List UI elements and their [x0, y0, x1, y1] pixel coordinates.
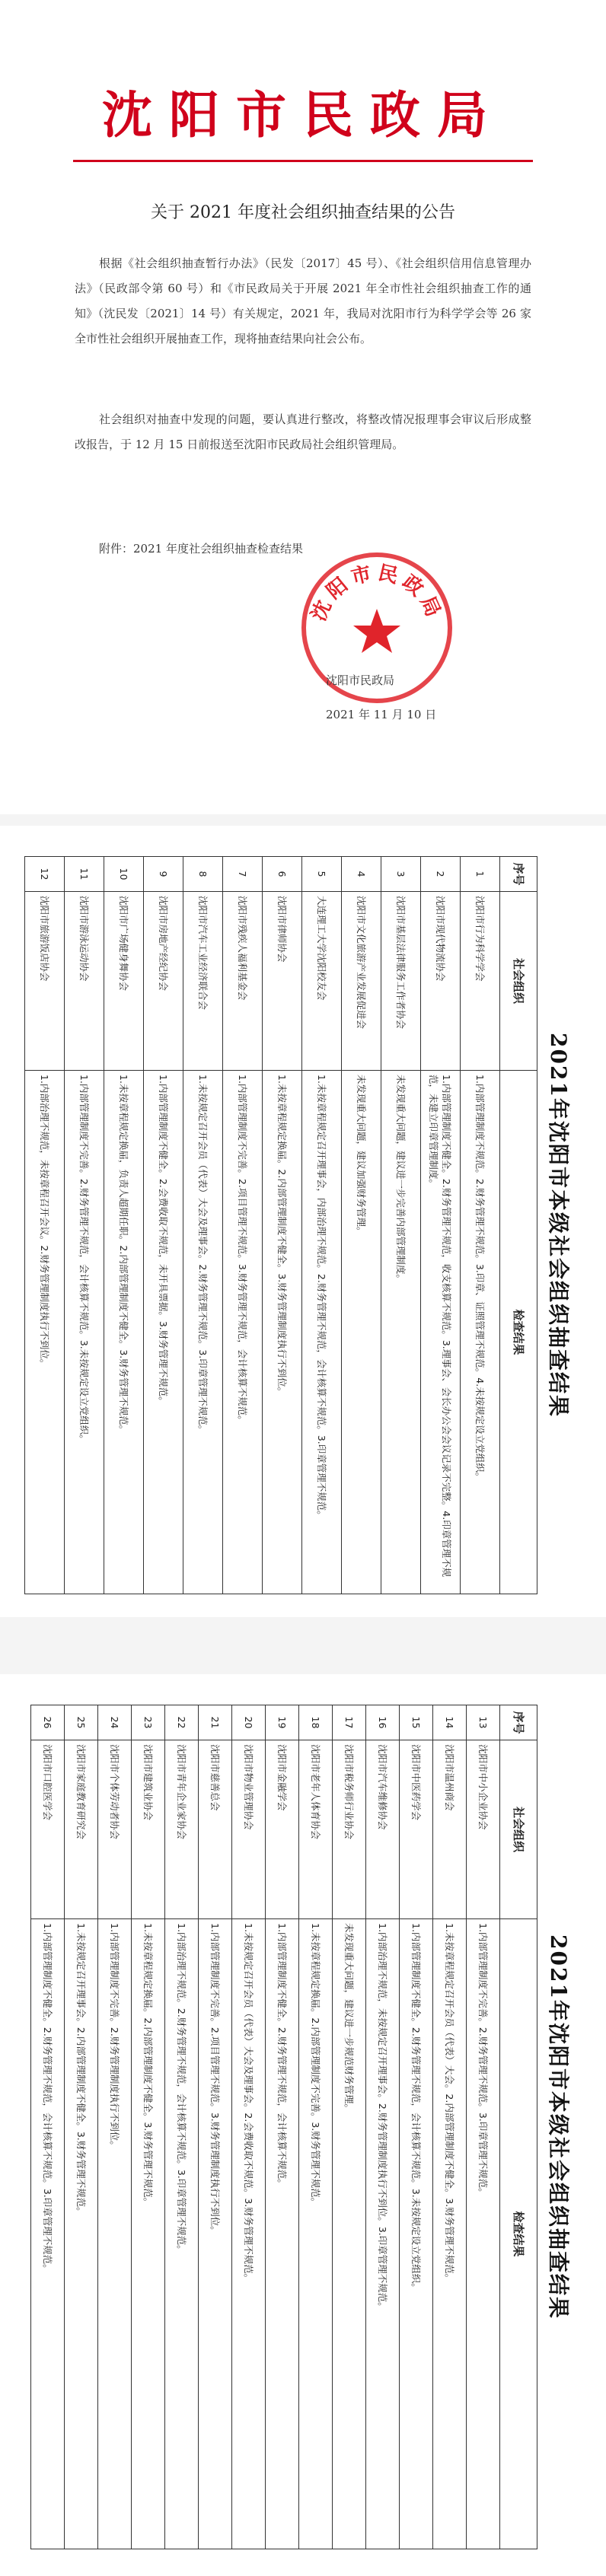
table-row: [65, 1705, 98, 2549]
row-number: 13: [467, 1705, 500, 1740]
row-result: 1.内部管理制度不完善。2.财务管理制度执行不到位。: [98, 1919, 132, 2549]
header-org: 社会组织: [500, 1740, 537, 1919]
results-table-page-1: [0, 826, 606, 1617]
table-row: [144, 857, 183, 1594]
header-seq: 序号: [500, 857, 537, 892]
row-result: 1.内部管理制度不完善。2.财务管理不规范。3.印章管理不规范。: [467, 1919, 500, 2549]
row-organization: 沈阳市汽车工业经济联合会: [183, 892, 223, 1071]
table-row: [342, 857, 381, 1594]
row-result: 1.未按章程规定换届。2.内部管理制度不健全。3.财务管理制度执行不到位。: [263, 1071, 302, 1594]
table-row: [299, 1705, 333, 2549]
row-organization: 沈阳市汽车维修协会: [366, 1740, 400, 1919]
row-result: 1.内部管理制度不完善。2.项目管理不规范。3.财务管理不规范，会计核算不规范。: [223, 1071, 263, 1594]
announcement-page: [0, 0, 606, 814]
row-organization: 大连理工大学沈阳校友会: [302, 892, 342, 1071]
row-result: 1.内部治理不规范。2.财务管理不规范，会计核算不规范。3.印章管理不规范。: [165, 1919, 199, 2549]
row-organization: 沈阳市金融学会: [266, 1740, 299, 1919]
row-organization: 沈阳市老年人体育协会: [299, 1740, 333, 1919]
row-result: 1.未按章程规定换届。2.内部管理制度不完善。3.财务管理不规范。: [299, 1919, 333, 2549]
row-number: 16: [366, 1705, 400, 1740]
row-result: 1.内部管理制度不健全。2.财务管理不规范，收支核算不规范。3.理事会、会长办公会会议记录不完整。4.印章管理不规范，未建立印章管理制度。: [421, 1071, 461, 1594]
row-number: 26: [31, 1705, 65, 1740]
row-organization: 沈阳市残疾人福利基金会: [223, 892, 263, 1071]
row-number: 10: [104, 857, 144, 892]
table-row: [263, 857, 302, 1594]
row-result: 1.内部治理不规范，未按规定召开理事会。2.财务管理制度执行不到位。3.印章管理不规范。: [366, 1919, 400, 2549]
row-organization: 沈阳市建筑业协会: [132, 1740, 165, 1919]
row-organization: 沈阳市中小企业协会: [467, 1740, 500, 1919]
results-table-page-2: [0, 1674, 606, 2576]
row-result: 未发现重大问题，建议加强财务管理。: [342, 1071, 381, 1594]
row-organization: 沈阳市青年企业家协会: [165, 1740, 199, 1919]
table-row: [421, 857, 461, 1594]
page-gap: [0, 1617, 606, 1674]
row-organization: 沈阳市律师协会: [263, 892, 302, 1071]
row-organization: 沈阳市房地产经纪协会: [144, 892, 183, 1071]
row-organization: 沈阳市文化旅游产业发展促进会: [342, 892, 381, 1071]
row-organization: 沈阳市税务师行业协会: [333, 1740, 366, 1919]
table-row: [302, 857, 342, 1594]
row-result: 1.内部管理制度不完善。2.财务管理不规范，会计核算不规范。3.未按规定设立党组织。: [65, 1071, 104, 1594]
row-result: 未发现重大问题，建议进一步规范财务管理。: [333, 1919, 366, 2549]
row-number: 3: [381, 857, 421, 892]
row-number: 1: [461, 857, 500, 892]
row-organization: 沈阳市中医药学会: [400, 1740, 433, 1919]
row-organization: 沈阳市家庭教育研究会: [65, 1740, 98, 1919]
row-number: 21: [199, 1705, 232, 1740]
row-result: 1.内部管理制度不健全。2.会费收取不规范，未开具票据。3.财务管理不规范。: [144, 1071, 183, 1594]
table-row: [199, 1705, 232, 2549]
results-table: [30, 1705, 537, 2549]
row-number: 23: [132, 1705, 165, 1740]
table-row: [31, 1705, 65, 2549]
row-result: 1.未按章程规定召开会员（代表）大会。2.内部管理制度不健全。3.财务管理不规范。: [433, 1919, 467, 2549]
body-paragraph-1: 根据《社会组织抽查暂行办法》（民发〔2017〕45 号）、《社会组织信用信息管理办法》（民政部令第 60 号）和《市民政局关于开展 2021 年全市性社会组织抽查工作的通知》（沈民发〔2021〕14 号）有关规定，2021 年，我局对沈阳市行为科学学会等 26 家全市性社会组织开展抽查工作，现将抽查结果向社会公布。: [75, 256, 531, 345]
row-number: 6: [263, 857, 302, 892]
row-organization: 沈阳市现代物流协会: [421, 892, 461, 1071]
table-row: [65, 857, 104, 1594]
row-result: 1.内部管理制度不完善。2.项目管理不规范。3.财务管理制度执行不到位。: [199, 1919, 232, 2549]
row-result: 1.内部管理制度不规范。2.财务管理不规范。3.印章、证照管理不规范。4.未按规定设立党组织。: [461, 1071, 500, 1594]
row-result: 1.未按规定召开理事会。2.内部管理制度不健全。3.财务管理不规范。: [65, 1919, 98, 2549]
row-number: 7: [223, 857, 263, 892]
row-result: 1.内部管理制度不健全。2.财务管理不规范，会计核算不规范。3.未按规定设立党组织。: [400, 1919, 433, 2549]
header-result: 检查结果: [500, 1919, 537, 2549]
sign-date: 2021 年 11 月 10 日: [326, 708, 437, 721]
row-number: 20: [232, 1705, 266, 1740]
table-row: [461, 857, 500, 1594]
document-title: 关于 2021 年度社会组织抽查结果的公告: [151, 203, 455, 222]
row-organization: 沈阳市慈善总会: [199, 1740, 232, 1919]
row-organization: 沈阳市个体劳动者协会: [98, 1740, 132, 1919]
row-number: 19: [266, 1705, 299, 1740]
row-organization: 沈阳市行为科学学会: [461, 892, 500, 1071]
row-organization: 沈阳市物业管理协会: [232, 1740, 266, 1919]
row-organization: 沈阳市温州商会: [433, 1740, 467, 1919]
table-row: [98, 1705, 132, 2549]
table-row: [266, 1705, 299, 2549]
row-result: 未发现重大问题，建议进一步完善内部管理制度。: [381, 1071, 421, 1594]
table-row: [366, 1705, 400, 2549]
svg-text:沈阳市民政局: 沈阳市民政局: [307, 561, 447, 625]
row-result: 1.内部管理制度不健全。2.财务管理不规范，会计核算不规范。: [266, 1919, 299, 2549]
row-result: 1.内部管理制度不健全。2.财务管理不规范，会计核算不规范。3.印章管理不规范。: [31, 1919, 65, 2549]
row-organization: 沈阳市口腔医学会: [31, 1740, 65, 1919]
letterhead-divider: [73, 160, 533, 162]
letterhead-issuer: 沈阳市民政局: [102, 85, 504, 145]
table-body: [31, 1705, 500, 2549]
row-result: 1.未按章程规定换届，负责人超期任职。2.内部管理制度不健全。3.财务管理不规范。: [104, 1071, 144, 1594]
row-number: 15: [400, 1705, 433, 1740]
table-row: [25, 857, 65, 1594]
attachment-note: 附件：2021 年度社会组织抽查检查结果: [99, 542, 303, 556]
results-table: [24, 856, 537, 1594]
row-number: 14: [433, 1705, 467, 1740]
table-body: [25, 857, 500, 1594]
row-number: 12: [25, 857, 65, 892]
row-number: 22: [165, 1705, 199, 1740]
table-row: [165, 1705, 199, 2549]
row-result: 1.未按规定召开会员（代表）大会及理事会。2.财务管理不规范。3.印章管理不规范。: [183, 1071, 223, 1594]
row-number: 24: [98, 1705, 132, 1740]
row-number: 4: [342, 857, 381, 892]
table-title: 2021年沈阳市本级社会组织抽查结果: [546, 1934, 571, 2320]
row-result: 1.内部治理不规范，未按章程召开会议。2.财务管理制度执行不到位。: [25, 1071, 65, 1594]
row-number: 11: [65, 857, 104, 892]
body-paragraph-2: 社会组织对抽查中发现的问题，要认真进行整改，将整改情况报理事会审议后形成整改报告，于 12 月 15 日前报送至沈阳市民政局社会组织管理局。: [75, 412, 531, 451]
table-row: [104, 857, 144, 1594]
row-number: 25: [65, 1705, 98, 1740]
row-organization: 沈阳市游泳运动协会: [65, 892, 104, 1071]
row-organization: 沈阳市广场健身舞协会: [104, 892, 144, 1071]
row-number: 5: [302, 857, 342, 892]
table-row: [223, 857, 263, 1594]
table-row: [467, 1705, 500, 2549]
table-title: 2021年沈阳市本级社会组织抽查结果: [546, 1033, 571, 1418]
row-number: 17: [333, 1705, 366, 1740]
row-organization: 沈阳市基层法律服务工作者协会: [381, 892, 421, 1071]
row-result: 1.未按规定召开会员（代表）大会及理事会。2.会费收取不规范。3.财务管理不规范。: [232, 1919, 266, 2549]
row-number: 9: [144, 857, 183, 892]
row-organization: 沈阳市旅游饭店协会: [25, 892, 65, 1071]
row-number: 2: [421, 857, 461, 892]
table-row: [132, 1705, 165, 2549]
header-seq: 序号: [500, 1705, 537, 1740]
table-row: [433, 1705, 467, 2549]
table-row: [183, 857, 223, 1594]
row-number: 8: [183, 857, 223, 892]
header-result: 检查结果: [500, 1071, 537, 1594]
row-result: 1.未按章程规定召开理事会，内部治理不规范。2.财务管理不规范，会计核算不规范。3.印章管理不规范。: [302, 1071, 342, 1594]
page-gap: [0, 814, 606, 826]
table-row: [381, 857, 421, 1594]
row-result: 1.未按章程规定换届。2.内部管理制度不健全。3.财务管理不规范。: [132, 1919, 165, 2549]
table-row: [232, 1705, 266, 2549]
row-number: 18: [299, 1705, 333, 1740]
table-row: [333, 1705, 366, 2549]
signer-name: 沈阳市民政局: [326, 673, 395, 687]
table-row: [400, 1705, 433, 2549]
header-org: 社会组织: [500, 892, 537, 1071]
